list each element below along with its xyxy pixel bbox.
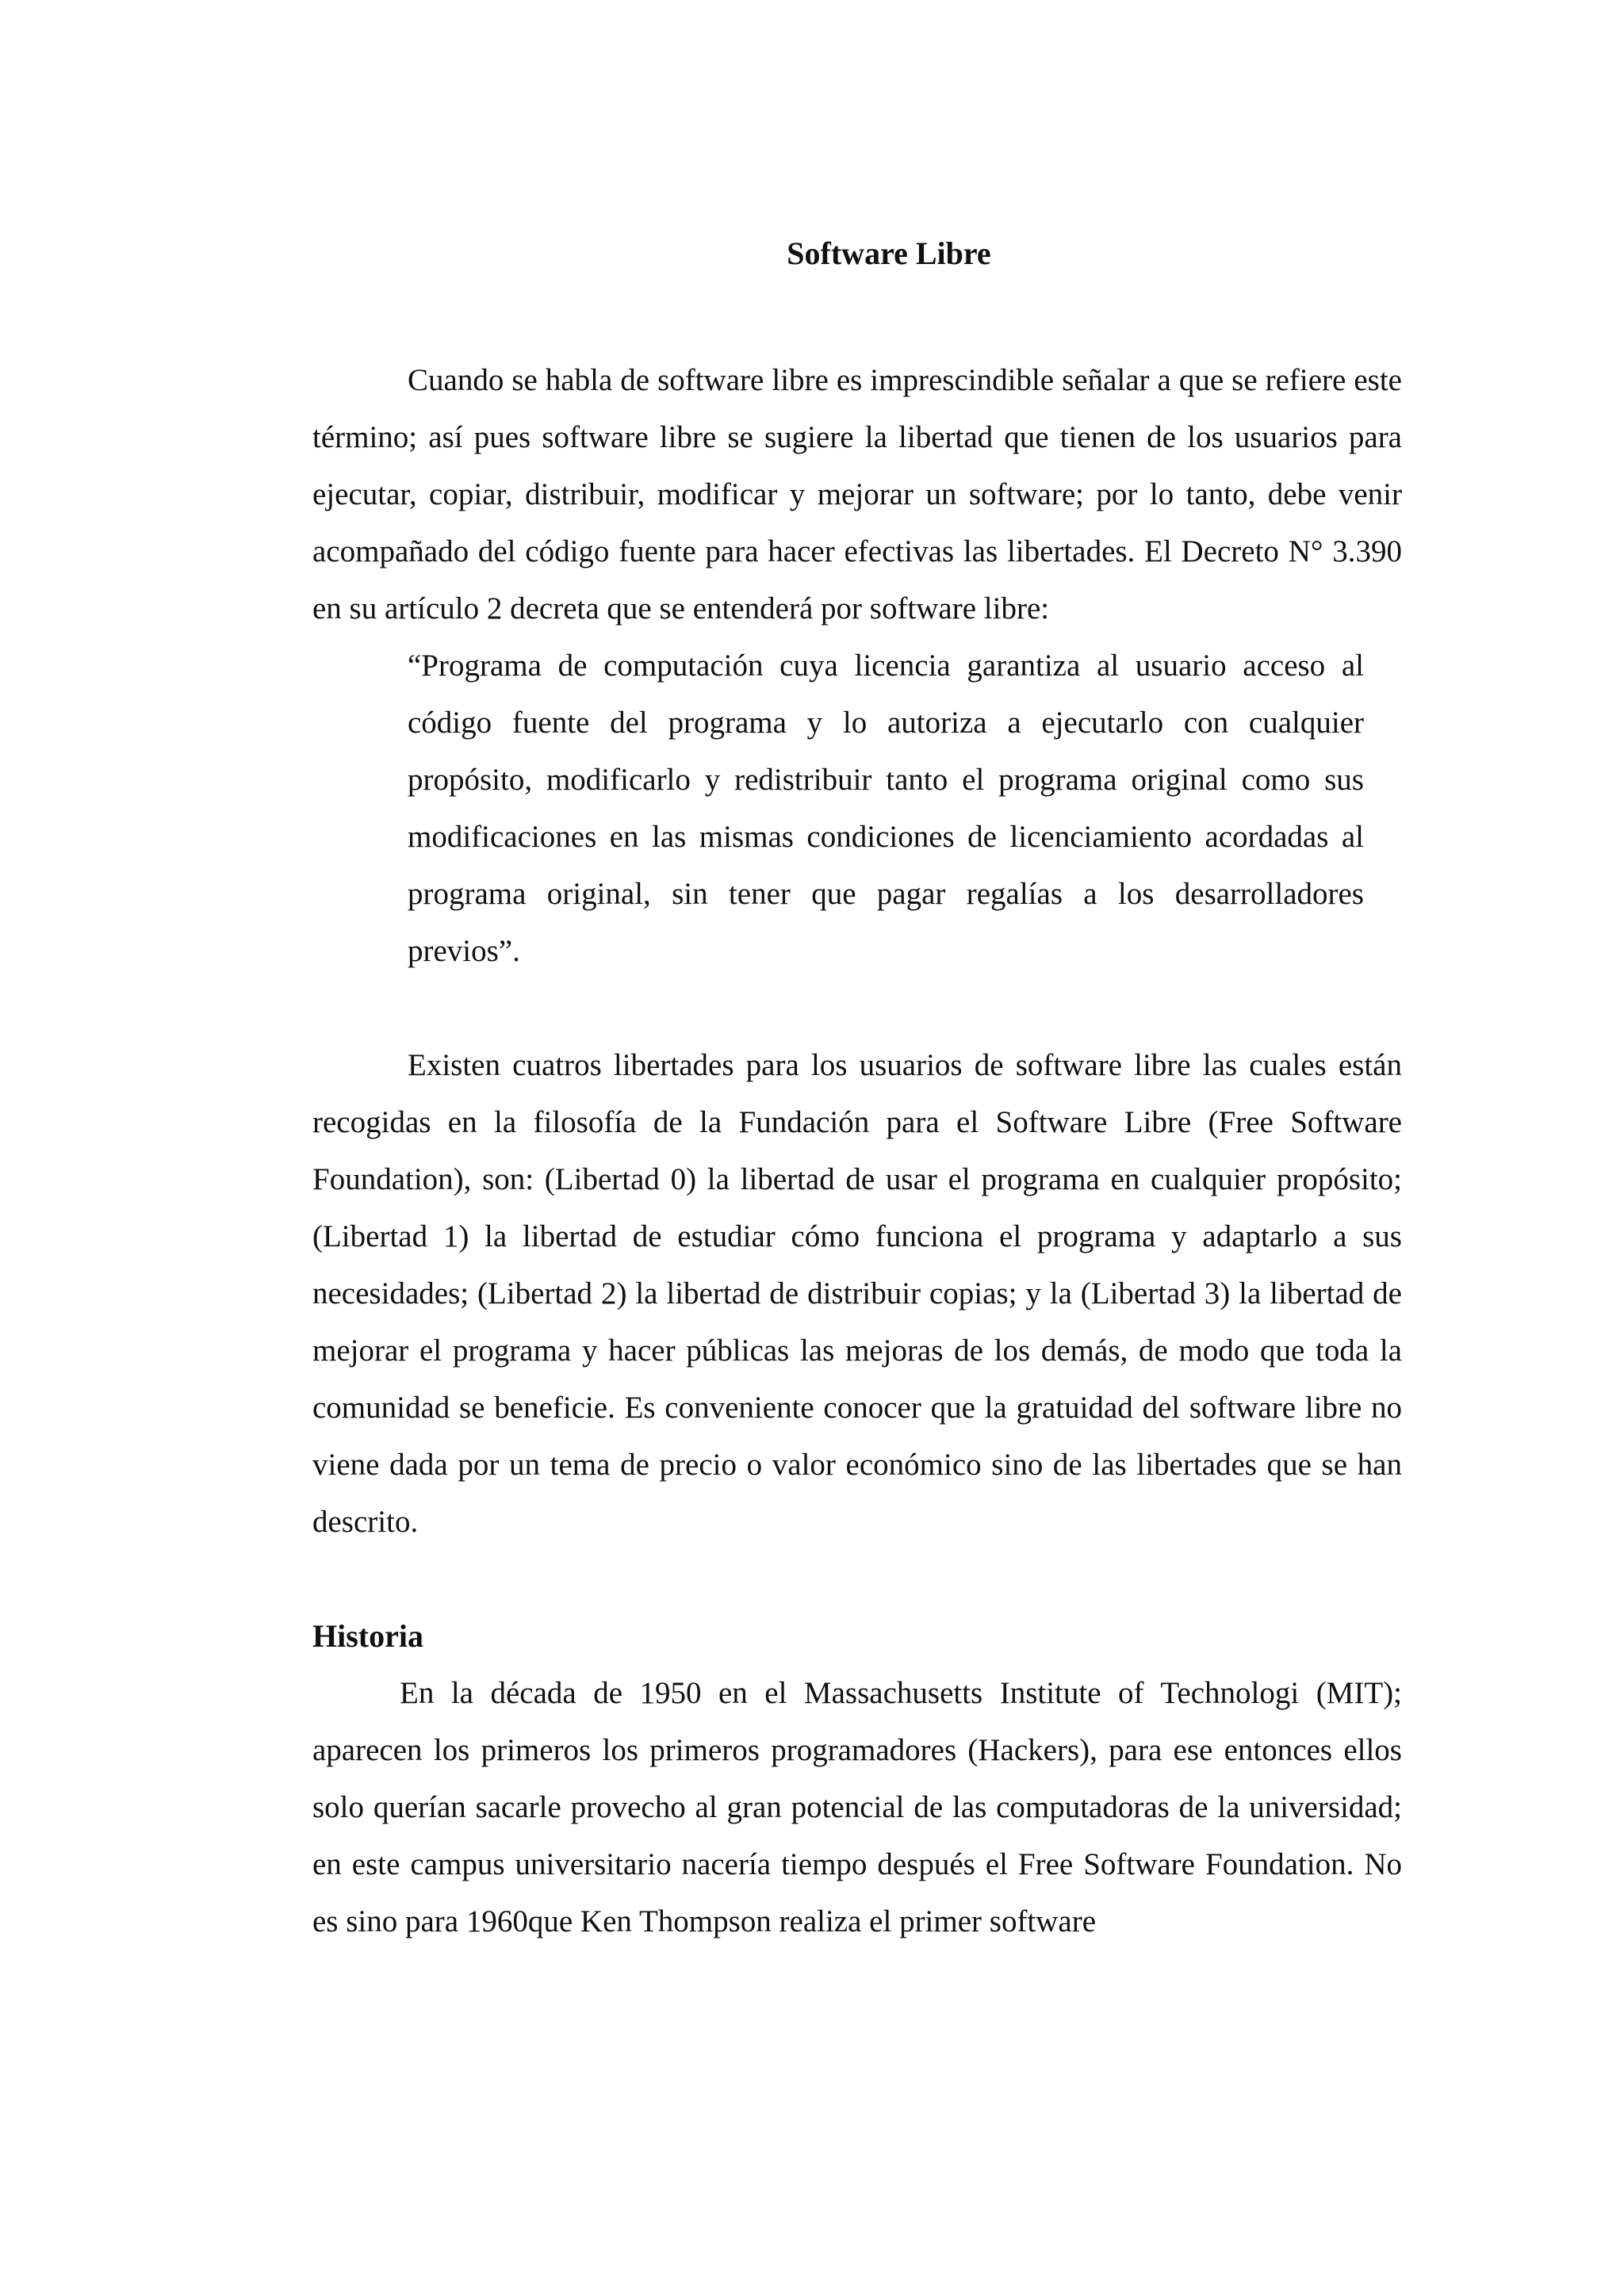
decree-quote: “Programa de computación cuya licencia garantiza al usuario acceso al código fuente del programa y lo autoriza a ejecutarlo con cualquier propósito, modificarlo y redistribuir tanto el programa original como sus modificaciones en las mismas condiciones de licenciamiento acordadas al programa original, sin tener que pagar regalías a los desarrolladores previos”. bbox=[408, 649, 1364, 968]
intro-paragraph: Cuando se habla de software libre es imprescindible señalar a que se refiere este término; así pues software libre se sugiere la libertad que tienen de los usuarios para ejecutar, copiar, distribuir, modificar y mejorar un software; por lo tanto, debe venir acompañado del código fuente para hacer efectivas las libertades. El Decreto N° 3.390 en su artículo 2 decreta que se entenderá por software libre: bbox=[312, 363, 1402, 626]
section-heading-historia: Historia bbox=[312, 1618, 423, 1654]
document-body bbox=[312, 230, 1402, 1950]
freedoms-paragraph: Existen cuatros libertades para los usuarios de software libre las cuales están recogidas en la filosofía de la Fundación para el Software Libre (Free Software Foundation), son: (Libertad 0) la libertad de usar el programa en cualquier propósito; (Libertad 1) la libertad de estudiar cómo funciona el programa y adaptarlo a sus necesidades; (Libertad 2) la libertad de distribuir copias; y la (Libertad 3) la libertad de mejorar el programa y hacer públicas las mejoras de los demás, de modo que toda la comunidad se beneficie. Es conveniente conocer que la gratuidad del software libre no viene dada por un tema de precio o valor económico sino de las libertades que se han descrito. bbox=[312, 1048, 1402, 1539]
history-paragraph: En la década de 1950 en el Massachusetts Institute of Technologi (MIT); aparecen los primeros los primeros programadores (Hackers), para ese entonces ellos solo querían sacarle provecho al gran potencial de las computadoras de la universidad; en este campus universitario nacería tiempo después el Free Software Foundation. No es sino para 1960que Ken Thompson realiza el primer software bbox=[312, 1676, 1402, 1938]
document-title: Software Libre bbox=[787, 235, 991, 271]
spacer bbox=[312, 980, 1402, 1037]
spacer bbox=[312, 1551, 1402, 1608]
